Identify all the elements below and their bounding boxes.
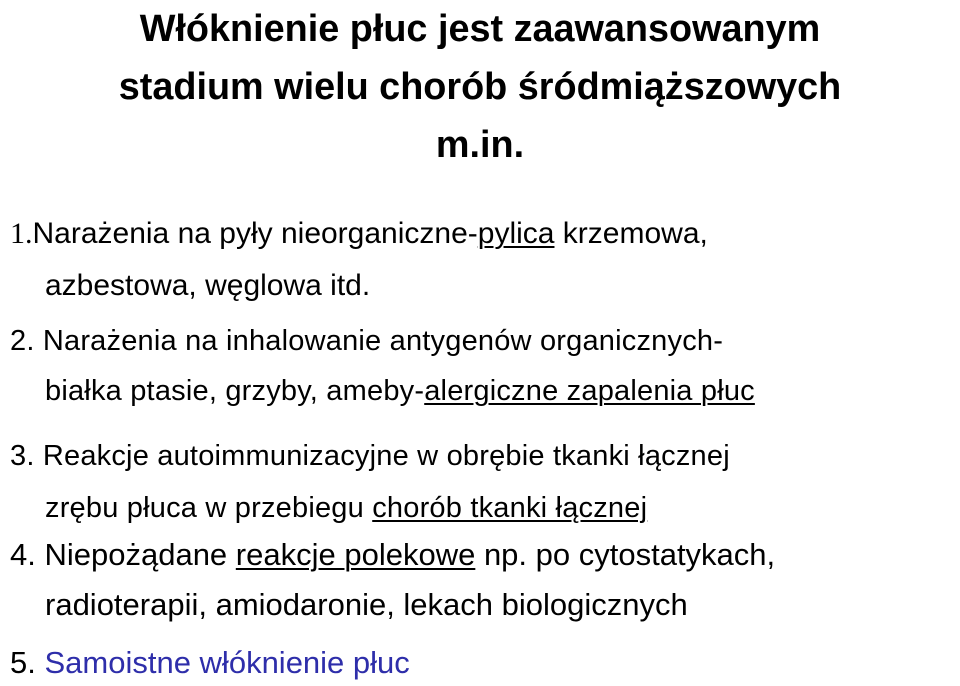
list-item-3-text: Reakcje autoimmunizacyjne w obrębie tkanki łącznej: [34, 440, 730, 472]
title-line-2: stadium wielu chorób śródmiąższowych: [118, 66, 842, 108]
list-item-4-text-end: np. po cytostatykach,: [475, 537, 776, 572]
slide-title: [0, 0, 960, 174]
list-item-5-number: 5.: [10, 645, 36, 680]
list-item-2-text-cont: białka ptasie, grzyby, ameby-: [45, 375, 425, 407]
list-item-5: [0, 640, 410, 686]
list-item-3-row-2: [0, 482, 730, 534]
list-item-2-row-2: [0, 366, 755, 416]
reakcje-polekowe-link[interactable]: reakcje polekowe: [235, 537, 476, 572]
list-item-1-row-2: azbestowa, węglowa itd.: [45, 269, 371, 302]
title-line-3: m.in.: [435, 124, 525, 166]
list-item-4-row-1: [0, 530, 775, 580]
list-item-1-number: 1.: [10, 217, 33, 250]
list-item-1-text-end: krzemowa,: [554, 217, 708, 250]
list-item-1-row-1: [0, 208, 708, 260]
list-item-2-row-1: [0, 316, 755, 366]
list-item-4-number: 4.: [10, 537, 36, 572]
list-item-5-row-1: [0, 640, 410, 686]
list-item-4-text: Niepożądane: [35, 537, 236, 572]
alergiczne-zapalenia-link[interactable]: alergiczne zapalenia płuc: [424, 375, 755, 407]
list-item-3: [0, 430, 730, 534]
choroby-tkanki-lacznej-link[interactable]: chorób tkanki łącznej: [372, 492, 648, 524]
pylica-link[interactable]: pylica: [477, 217, 555, 250]
list-item-1-text: Narażenia na pyły nieorganiczne-: [32, 217, 478, 250]
list-item-2-text: Narażenia na inhalowanie antygenów organicznych-: [34, 325, 724, 357]
list-item-4-row-2: radioterapii, amiodaronie, lekach biologicznych: [45, 587, 688, 622]
list-item-3-number: 3.: [10, 440, 35, 472]
list-item-2-number: 2.: [10, 325, 35, 357]
list-item-1: [0, 208, 708, 312]
list-item-2: [0, 316, 755, 416]
samoistne-wloknienie-text: Samoistne włóknienie płuc: [35, 645, 410, 680]
list-item-4: [0, 530, 775, 630]
list-item-3-text-cont: zrębu płuca w przebiegu: [45, 492, 373, 524]
title-line-1: Włóknienie płuc jest zaawansowanym: [139, 8, 821, 50]
list-item-3-row-1: [0, 430, 730, 482]
